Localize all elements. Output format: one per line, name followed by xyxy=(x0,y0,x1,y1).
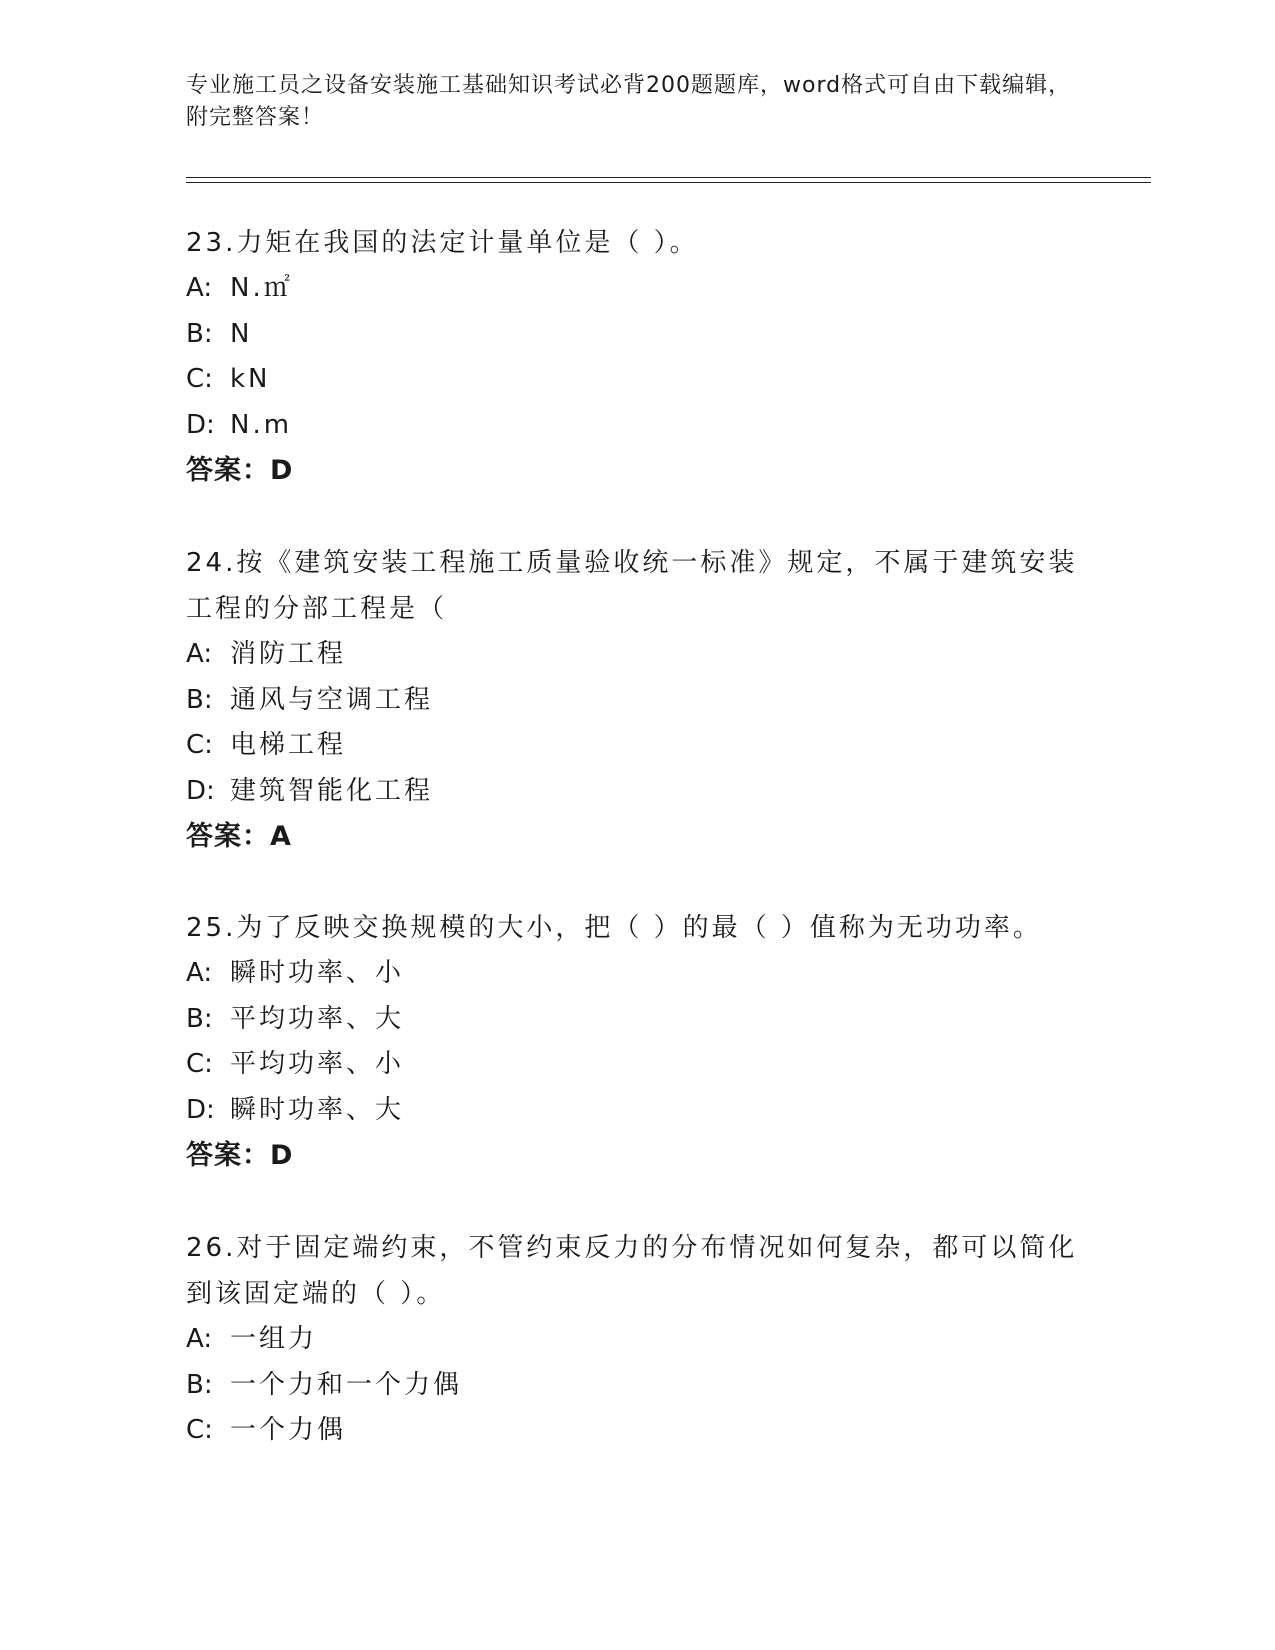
option-text: 建筑智能化工程 xyxy=(230,775,434,806)
answer-label: 答案： xyxy=(186,821,270,852)
option-c xyxy=(186,357,1086,403)
answer-line xyxy=(186,1133,1086,1178)
answer-label: 答案： xyxy=(186,1140,270,1171)
option-key: B: xyxy=(186,684,213,715)
option-key: A: xyxy=(186,1324,213,1354)
header-title: 专业施工员之设备安装施工基础知识考试必背200题题库，word格式可自由下载编辑，附完整答案！ xyxy=(186,73,1072,130)
option-d xyxy=(186,1088,1086,1134)
option-key: C: xyxy=(186,364,213,394)
question-26 xyxy=(186,1225,1086,1454)
option-key: C: xyxy=(186,1049,213,1079)
option-text: N.m xyxy=(230,409,293,440)
option-b xyxy=(186,678,1086,724)
option-key: A: xyxy=(186,273,213,303)
option-d xyxy=(186,769,1086,815)
option-key: A: xyxy=(186,639,213,669)
answer-line xyxy=(186,814,1086,859)
option-text: 平均功率、大 xyxy=(230,1003,405,1034)
option-c xyxy=(186,1042,1086,1088)
option-a xyxy=(186,632,1086,678)
option-text: 瞬时功率、小 xyxy=(230,958,405,988)
answer-line xyxy=(186,448,1086,493)
option-text: 一组力 xyxy=(230,1324,318,1354)
question-stem: 24.按《建筑安装工程施工质量验收统一标准》规定，不属于建筑安装工程的分部工程是（ xyxy=(186,548,1078,624)
answer-value: A xyxy=(270,821,292,852)
question-stem: 26.对于固定端约束，不管约束反力的分布情况如何复杂，都可以简化到该固定端的（ ）。 xyxy=(186,1233,1078,1309)
option-key: B: xyxy=(186,1369,213,1400)
option-text: N xyxy=(230,318,253,349)
option-key: D: xyxy=(186,775,215,806)
option-b xyxy=(186,1363,1086,1409)
header-divider-top xyxy=(186,177,1151,178)
option-d xyxy=(186,403,1086,449)
option-text: 瞬时功率、大 xyxy=(230,1094,405,1125)
option-a xyxy=(186,266,1086,312)
option-text: 电梯工程 xyxy=(230,730,347,760)
option-key: B: xyxy=(186,1003,213,1034)
question-stem: 23.力矩在我国的法定计量单位是（ ）。 xyxy=(186,228,699,258)
answer-value: D xyxy=(270,1140,294,1171)
answer-label: 答案： xyxy=(186,455,270,486)
option-a xyxy=(186,1317,1086,1363)
option-a xyxy=(186,951,1086,997)
option-text: N.㎡ xyxy=(230,273,293,303)
answer-value: D xyxy=(270,455,294,486)
question-stem: 25.为了反映交换规模的大小，把（ ）的最（ ）值称为无功功率。 xyxy=(186,913,1042,943)
document-header xyxy=(186,70,1086,134)
question-25 xyxy=(186,905,1086,1178)
option-b xyxy=(186,997,1086,1043)
question-23 xyxy=(186,220,1086,493)
question-24 xyxy=(186,540,1086,859)
option-text: 平均功率、小 xyxy=(230,1049,405,1079)
option-c xyxy=(186,723,1086,769)
option-key: D: xyxy=(186,1094,215,1125)
option-text: 一个力和一个力偶 xyxy=(230,1369,463,1400)
option-b xyxy=(186,312,1086,358)
option-text: 通风与空调工程 xyxy=(230,684,434,715)
option-c xyxy=(186,1408,1086,1454)
option-text: kN xyxy=(230,364,271,394)
option-key: C: xyxy=(186,730,213,760)
option-text: 消防工程 xyxy=(230,639,347,669)
option-key: A: xyxy=(186,958,213,988)
header-divider-bottom xyxy=(186,182,1151,183)
option-key: D: xyxy=(186,409,215,440)
option-text: 一个力偶 xyxy=(230,1415,347,1445)
option-key: B: xyxy=(186,318,213,349)
option-key: C: xyxy=(186,1415,213,1445)
